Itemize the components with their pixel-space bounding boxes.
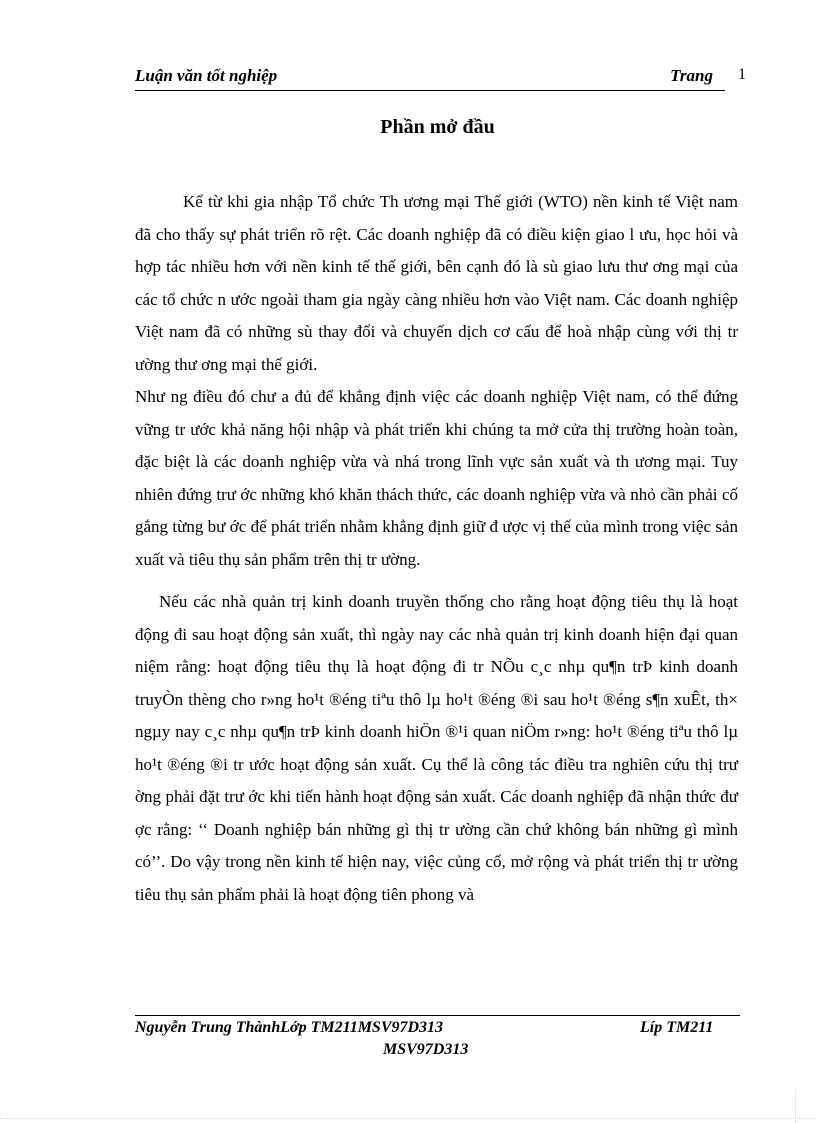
header-page-label: Trang [670,66,713,85]
running-header [135,64,725,91]
footer-class: Líp TM211 [640,1019,714,1036]
page-edge-guide [0,1118,816,1119]
paragraph-2: Như ng điều đó chư a đủ để khẳng định việc các doanh nghiệp Việt nam, có thể đứng vững tr ước khả năng hội nhập và phát triển khi chúng ta mở cửa thị trường hoàn toàn, đặc biệt là các doanh nghiệp vừa và nhá trong lĩnh vực sản xuất và th ương mại. Tuy nhiên đứng trư ớc những khó khăn thách thức, các doanh nghiệp vừa và nhỏ cần phải cố gắng từng bư ớc để phát triển nhằm khẳng định giữ đ ược vị thế của mình trong việc sản xuất và tiêu thụ sản phẩm trên thị tr ường. [135,387,738,569]
footer-student-id: MSV97D313 [383,1041,469,1058]
paragraph-3: Nếu các nhà quản trị kinh doanh truyền thống cho rằng hoạt động tiêu thụ là hoạt động đi sau hoạt động sản xuất, thì ngày nay các nhà quản trị kinh doanh hiện đại quan niệm rằng: hoạt động tiêu thụ là hoạt động đi tr NÕu c¸c nhµ qu¶n trÞ kinh doanh truyÒn thèng cho r»ng ho¹t ®éng tiªu thô lµ ho¹t ®éng ®i sau ho¹t ®éng s¶n xuÊt, th× ngµy nay c¸c nhµ qu¶n trÞ kinh doanh hiÖn ®¹i quan niÖm r»ng: ho¹t ®éng tiªu thô lµ ho¹t ®éng ®i tr ước hoạt động sản xuất. Cụ thể là công tác điều tra nghiên cứu thị trư ờng phải đặt trư ớc khi tiến hành hoạt động sản xuất. Các doanh nghiệp đã nhận thức đư ợc rằng: ‘‘ Doanh nghiệp bán những gì thị tr ường cần chứ không bán những gì mình có’’. Do vậy trong nền kinh tế hiện nay, việc củng cố, mở rộng và phát triển thị tr ường tiêu thụ sản phẩm phải là hoạt động tiên phong và [135,592,738,904]
footer-author: Nguyễn Trung ThànhLớp TM211MSV97D313 [135,1019,444,1036]
page-number: 1 [738,66,746,83]
footer-divider [135,1015,740,1016]
section-heading: Phần mở đầu [380,116,495,138]
paragraph-1: Kể từ khi gia nhập Tổ chức Th ương mại Thế giới (WTO) nền kinh tế Việt nam đã cho thấy sự phát triển rõ rệt. Các doanh nghiệp đã có điều kiện giao l ưu, học hỏi và hợp tác nhiều hơn với nền kinh tế thế giới, bên cạnh đó là sù giao lưu thư ơng mại của các tổ chức n ước ngoài tham gia ngày càng nhiều hơn vào Việt nam. Các doanh nghiệp Việt nam đã có những sù thay đổi và chuyển dịch cơ cấu để hoà nhập cùng với thị tr ường thư ơng mại thế giới. [135,192,738,374]
body-text [135,186,738,911]
header-title: Luận văn tốt nghiệp [135,66,278,85]
page-edge-guide-vertical [795,1090,796,1123]
